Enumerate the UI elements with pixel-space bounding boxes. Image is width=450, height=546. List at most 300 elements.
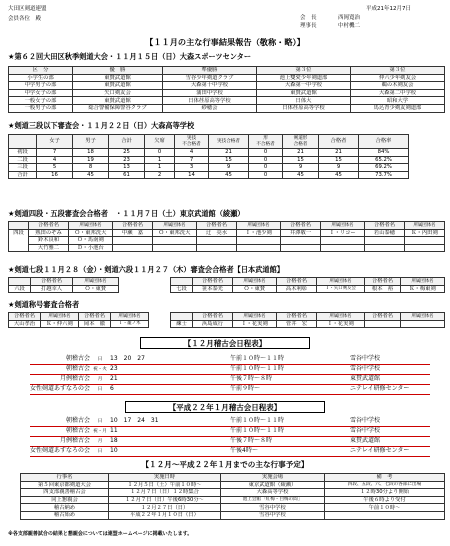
- col-header: [9, 278, 31, 286]
- cell: [405, 244, 445, 252]
- cell: 同上懇親会: [21, 496, 109, 504]
- cell: [321, 237, 365, 245]
- event-venue: ニテレイ研修センター: [350, 447, 410, 455]
- event-venue: 東賛武道館: [350, 437, 381, 445]
- addressee: 会員各位 殿: [8, 16, 42, 22]
- org-name: 大田区剣道連盟: [8, 6, 47, 12]
- cell: Ｋ・梅東剣: [401, 285, 445, 293]
- cell: 0: [249, 171, 283, 179]
- sign-name: 中村機二: [338, 23, 361, 30]
- cell: １２月７日（日）１２時集合: [109, 489, 221, 497]
- s1-table: [8, 66, 445, 113]
- col-header: [9, 135, 37, 149]
- cell: Ｏ・東邦洗大: [153, 229, 197, 237]
- event-venue: 雪谷中学校: [350, 427, 381, 435]
- table-header-row: [9, 222, 445, 230]
- s3-title: ★剣道四段・五段審査会合格者 ・１１月７日（土）東京武道館（綾瀬）: [8, 209, 245, 218]
- col-header: 実施日時: [109, 474, 221, 482]
- day-label: 日: [97, 356, 103, 362]
- event-name: 月例稽古会: [59, 375, 90, 383]
- cell: 仲六少年剣友会: [351, 74, 445, 82]
- s2-table: [8, 134, 409, 179]
- cell: 中学男子の部: [9, 82, 73, 90]
- event-dates: 21: [110, 375, 118, 383]
- schedule-row: [30, 437, 430, 447]
- event-name: 朝稽古会: [65, 427, 90, 435]
- schedule-row: [30, 365, 430, 375]
- sign-title: 会 長: [300, 15, 317, 21]
- schedule-row: [30, 375, 430, 385]
- col-header: 欠席: [145, 135, 175, 149]
- cell: 18: [73, 149, 109, 157]
- cell: Ｄ・小池台: [69, 244, 113, 252]
- cell: 小学生の部: [9, 74, 73, 82]
- cell: Ｏ・東邦洗大: [69, 229, 113, 237]
- event-name: 女性剣道あすなろの会: [30, 447, 91, 455]
- event-dates: 13 20 27: [110, 355, 145, 363]
- cell: 熟田のぞみ: [29, 229, 69, 237]
- event-time: 午前１０時～１１時: [230, 355, 285, 363]
- cell: [197, 244, 237, 252]
- day-label: 月: [97, 438, 103, 444]
- col-header: 第３位: [257, 67, 351, 75]
- day-label: 日: [97, 386, 103, 392]
- col-header: 合格者: [319, 135, 359, 149]
- cell: 大森高等学校: [221, 489, 325, 497]
- cell: 大森第一中学校: [257, 82, 351, 90]
- event-time: 午前１０時～１１時: [230, 365, 285, 373]
- table-row: [9, 244, 445, 252]
- cell: 15: [209, 156, 249, 164]
- cell: 1: [145, 164, 175, 172]
- cell: 7: [175, 156, 209, 164]
- col-header: 合格者名: [113, 222, 153, 230]
- cell: 紗穂会: [163, 104, 257, 112]
- col-header: 備 考: [325, 474, 445, 482]
- event-time: 午後７時～８時: [230, 437, 273, 445]
- table-header-row: [9, 278, 119, 286]
- s4-title: ★剣道七段１１月２８（金）・剣道六段１１月２７（木）審査会合格者【日本武道館】: [8, 265, 284, 274]
- col-header: 女子: [37, 135, 73, 149]
- s5-table-a: [8, 312, 149, 328]
- cell: 5: [37, 164, 73, 172]
- cell: Ｏ・東賛: [73, 285, 119, 293]
- s3-table: [8, 221, 445, 252]
- cell: 合計: [9, 171, 37, 179]
- event-time: 午後７時～８時: [230, 375, 273, 383]
- cell: 0: [249, 149, 283, 157]
- cell: 7: [37, 149, 73, 157]
- event-dates: 11: [110, 427, 118, 435]
- col-header: 合格者名: [31, 278, 73, 286]
- cell: 打越幸人: [31, 285, 73, 293]
- s6-title: 【１２月稽古会日程表】: [140, 337, 310, 349]
- cell: 一般女子の部: [9, 97, 73, 105]
- cell: 9: [319, 164, 359, 172]
- table-row: [21, 481, 445, 489]
- event-name: 女性剣道あすなろの会: [30, 385, 91, 393]
- cell: Ｉ・籠ノ木: [111, 320, 149, 328]
- cell: 日体大: [257, 97, 351, 105]
- cell: 若山泰穂: [365, 229, 405, 237]
- table-row: [21, 496, 445, 504]
- col-header: 形 不合格者: [249, 135, 283, 149]
- table-header-row: [21, 474, 445, 482]
- cell: 45: [319, 171, 359, 179]
- cell: １２月７日（日）午後6時30分～: [109, 496, 221, 504]
- table-row: [21, 511, 445, 519]
- cell: 19: [73, 156, 109, 164]
- cell: 七段: [171, 285, 193, 293]
- col-header: 合格者名: [79, 313, 111, 321]
- cell: 15: [283, 156, 319, 164]
- cell: [325, 511, 445, 519]
- day-label: 日: [97, 418, 103, 424]
- s4-table-b: [170, 277, 445, 293]
- cell: [237, 244, 281, 252]
- event-venue: 雪谷中学校: [350, 365, 381, 373]
- cell: 辻 亮水: [197, 229, 237, 237]
- table-row: [9, 237, 445, 245]
- table-header-row: [9, 313, 149, 321]
- col-header: 優 勝: [73, 67, 163, 75]
- main-title: 【１１月の主な行事結果報告（敬称・略）】: [145, 37, 305, 47]
- col-header: 所属団体名: [401, 278, 445, 286]
- table-header-row: [9, 67, 445, 75]
- event-dates: 6: [110, 385, 114, 393]
- col-header: 合格者名: [193, 278, 233, 286]
- cell: 16: [37, 171, 73, 179]
- col-header: 合格者名: [365, 278, 401, 286]
- cell: 0: [145, 149, 175, 157]
- s7-title: 【平成２２年１月稽古会日程表】: [125, 401, 325, 413]
- cell: 8: [73, 164, 109, 172]
- cell: 蒲田中学校: [163, 89, 257, 97]
- cell: [197, 237, 237, 245]
- table-row: [9, 164, 409, 172]
- cell: 東賛武道館: [73, 82, 163, 90]
- table-row: [9, 74, 445, 82]
- col-header: 所属団体名: [233, 278, 277, 286]
- cell: 3: [175, 164, 209, 172]
- col-header: [171, 278, 193, 286]
- table-row: [9, 285, 119, 293]
- cell: 井澤敬一: [281, 229, 321, 237]
- cell: Ｉ・池少剣: [237, 229, 281, 237]
- table-row: [9, 171, 409, 179]
- col-header: 行事名: [21, 474, 109, 482]
- cell: [153, 237, 197, 245]
- col-header: 合格者名: [193, 313, 233, 321]
- cell: 第５回東京都剣道大会: [21, 481, 109, 489]
- col-header: 所属団体名: [69, 222, 113, 230]
- event-dates: 23: [110, 365, 118, 373]
- event-time: 午前９時～: [230, 385, 261, 393]
- cell: 0: [249, 156, 283, 164]
- cell: 浜島成行: [193, 320, 233, 328]
- table-row: [9, 156, 409, 164]
- cell: 東賛武道館: [73, 74, 163, 82]
- cell: Ｋ・内田剣: [405, 229, 445, 237]
- cell: 21: [209, 149, 249, 157]
- cell: Ｏ・馬南剣: [69, 237, 113, 245]
- event-dates: 10: [110, 447, 118, 455]
- cell: 15: [319, 156, 359, 164]
- cell: [9, 244, 29, 252]
- cell: 東京武道館（綾瀬）: [221, 481, 325, 489]
- col-header: 所属団体名: [237, 222, 281, 230]
- cell: 笹本泰光: [193, 285, 233, 293]
- schedule-row: [30, 355, 430, 365]
- col-header: 準優勝: [163, 67, 257, 75]
- col-header: 所属団体名: [405, 222, 445, 230]
- cell: [401, 320, 445, 328]
- cell: 初段: [9, 149, 37, 157]
- cell: 雪谷中学校: [221, 504, 325, 512]
- table-header-row: [171, 278, 445, 286]
- table-row: [171, 320, 445, 328]
- cell: [9, 237, 29, 245]
- col-header: 合格者名: [9, 313, 41, 321]
- cell: 45: [283, 171, 319, 179]
- event-name: 朝稽古会: [65, 365, 90, 373]
- cell: 21: [319, 149, 359, 157]
- cell: 9: [209, 164, 249, 172]
- cell: 大山孝治: [9, 320, 41, 328]
- cell: 61: [109, 171, 145, 179]
- cell: 二段: [9, 156, 37, 164]
- cell: 雪谷少年剣道クラブ: [163, 74, 257, 82]
- schedule-row: [30, 417, 430, 427]
- day-label: 祝・火: [93, 366, 107, 372]
- cell: １２時30分より開始: [325, 489, 445, 497]
- cell: 四段: [9, 229, 29, 237]
- day-label: 月: [97, 376, 103, 382]
- cell: [321, 244, 365, 252]
- cell: [113, 237, 153, 245]
- cell: 中瀬 嘉: [113, 229, 153, 237]
- cell: 一般男子の部: [9, 104, 73, 112]
- cell: 73.7%: [359, 171, 409, 179]
- col-header: 合格者名: [277, 278, 317, 286]
- cell: Ｉ・花実剣: [233, 320, 277, 328]
- event-venue: 雪谷中学校: [350, 417, 381, 425]
- col-header: 合格者名: [29, 222, 69, 230]
- col-header: 所属団体名: [233, 313, 277, 321]
- cell: 21: [283, 149, 319, 157]
- event-time: 午後4時～: [230, 447, 258, 455]
- s6-schedule: [30, 355, 430, 395]
- col-header: 所属団体名: [401, 313, 445, 321]
- cell: 25: [109, 149, 145, 157]
- footer-note: ※各支部親善試合の結果と懇親会については連盟ホームページに掲載いたします。: [8, 531, 193, 537]
- cell: Ｉ・矢口剣友会: [317, 285, 365, 293]
- cell: [405, 237, 445, 245]
- cell: 稽古始め: [21, 511, 109, 519]
- cell: Ｉ・リコー: [321, 229, 365, 237]
- table-row: [9, 97, 445, 105]
- cell: 高木利彰: [277, 285, 317, 293]
- cell: 六段: [9, 285, 31, 293]
- cell: 午後６時より受付: [325, 496, 445, 504]
- cell: 東賛武道館: [73, 97, 163, 105]
- cell: Ｏ・東賛: [233, 285, 277, 293]
- event-name: 月例稽古会: [59, 437, 90, 445]
- cell: [113, 244, 153, 252]
- col-header: 所属団体名: [317, 278, 365, 286]
- event-dates: 18: [110, 437, 118, 445]
- signatories: [300, 15, 440, 30]
- day-label: 祝・月: [93, 428, 107, 434]
- cell: 23: [109, 156, 145, 164]
- cell: 0: [249, 164, 283, 172]
- cell: 練士: [171, 320, 193, 328]
- cell: 13: [109, 164, 145, 172]
- cell: 45: [209, 171, 249, 179]
- cell: 65.2%: [359, 156, 409, 164]
- cell: 総合警備保障警谷クラブ: [73, 104, 163, 112]
- table-header-row: [171, 313, 445, 321]
- cell: 4: [37, 156, 73, 164]
- event-name: 朝稽古会: [65, 417, 90, 425]
- cell: 四段、五段、六、七段の各部に出場: [325, 481, 445, 489]
- cell: 日体荏原高等学校: [163, 97, 257, 105]
- cell: 午前１０時～: [325, 504, 445, 512]
- table-row: [171, 285, 445, 293]
- s7-schedule: [30, 417, 430, 457]
- s5-title: ★剣道称号審査合格者: [8, 300, 80, 309]
- col-header: 所属団体名: [111, 313, 149, 321]
- cell: 大森第二中学校: [351, 89, 445, 97]
- cell: 69.2%: [359, 164, 409, 172]
- table-row: [9, 82, 445, 90]
- col-header: 合格者名: [281, 222, 321, 230]
- cell: 池上会館「紅梅・白梅の間」: [221, 496, 325, 504]
- col-header: 剣道形 合格者: [283, 135, 319, 149]
- cell: 14: [175, 171, 209, 179]
- sign-name: 西岡寛治: [338, 15, 361, 21]
- col-header: 第３位: [351, 67, 445, 75]
- s1-title: ★第６２回大田区秋季剣道大会・１１月１５日（日）大森スポーツセンター: [8, 52, 252, 61]
- cell: 大竹雅二: [29, 244, 69, 252]
- cell: [281, 244, 321, 252]
- event-time: 午前１０時～１１時: [230, 417, 285, 425]
- cell: 東賛武道館: [257, 89, 351, 97]
- schedule-row: [30, 427, 430, 437]
- cell: 1: [145, 156, 175, 164]
- cell: [281, 237, 321, 245]
- cell: 9: [283, 164, 319, 172]
- cell: 根本 裕: [365, 285, 401, 293]
- cell: 四支部親善稽古会: [21, 489, 109, 497]
- table-row: [9, 229, 445, 237]
- event-dates: 10 17 24 31: [110, 417, 159, 425]
- cell: 84%: [359, 149, 409, 157]
- s5-table-b: [170, 312, 445, 328]
- cell: １２月５日（土）午前１０時～: [109, 481, 221, 489]
- col-header: [171, 313, 193, 321]
- date: 平成21年12月7日: [366, 6, 411, 12]
- cell: 稽古納め: [21, 504, 109, 512]
- cell: [365, 237, 405, 245]
- col-header: 合計: [109, 135, 145, 149]
- cell: 雪谷中学校: [221, 511, 325, 519]
- s2-title: ★剣道三段以下審査会・１１月２２日（日）大森高等学校: [8, 121, 195, 130]
- col-header: 合格者名: [365, 313, 401, 321]
- event-venue: ニテレイ研修センター: [350, 385, 410, 393]
- cell: [237, 237, 281, 245]
- cell: 岡本 徹: [79, 320, 111, 328]
- cell: 鵜の木剣友会: [351, 82, 445, 90]
- col-header: 合格率: [359, 135, 409, 149]
- col-header: 実技合格者: [209, 135, 249, 149]
- cell: 4: [175, 149, 209, 157]
- s8-table: [20, 473, 445, 520]
- table-row: [9, 320, 149, 328]
- col-header: 所属団体名: [73, 278, 119, 286]
- col-header: 合格者名: [365, 222, 405, 230]
- cell: 鈴木良和: [29, 237, 69, 245]
- col-header: 所属団体名: [41, 313, 79, 321]
- cell: 2: [145, 171, 175, 179]
- cell: Ｉ・花実剣: [317, 320, 365, 328]
- cell: 矢口剣友会: [73, 89, 163, 97]
- s4-table-a: [8, 277, 119, 293]
- cell: Ｋ・仲六剣: [41, 320, 79, 328]
- col-header: 実技 不合格者: [175, 135, 209, 149]
- col-header: 合格者名: [197, 222, 237, 230]
- cell: 大森第十中学校: [163, 82, 257, 90]
- event-venue: 雪谷中学校: [350, 355, 381, 363]
- col-header: 区 分: [9, 67, 73, 75]
- event-venue: 東賛武道館: [350, 375, 381, 383]
- cell: 馬込青少剣友剣道部: [351, 104, 445, 112]
- cell: 菅井 宏: [277, 320, 317, 328]
- event-time: 午前１０時～１１時: [230, 427, 285, 435]
- table-row: [9, 89, 445, 97]
- table-row: [9, 104, 445, 112]
- s8-title: 【１２月～平成２２年１月までの主な行事予定】: [141, 460, 309, 469]
- table-row: [21, 504, 445, 512]
- day-label: 日: [97, 448, 103, 454]
- cell: 昭和大学: [351, 97, 445, 105]
- table-row: [9, 149, 409, 157]
- cell: 日体荏原高等学校: [257, 104, 351, 112]
- schedule-row: [30, 447, 430, 457]
- col-header: 合格者名: [277, 313, 317, 321]
- cell: [153, 244, 197, 252]
- cell: [365, 244, 405, 252]
- cell: 平成２２年１月１０日（日）: [109, 511, 221, 519]
- table-header-row: [9, 135, 409, 149]
- col-header: 男子: [73, 135, 109, 149]
- col-header: [9, 222, 29, 230]
- cell: 45: [73, 171, 109, 179]
- col-header: 所属団体名: [317, 313, 365, 321]
- sign-title: 理事長: [300, 23, 317, 30]
- cell: 中学女子の部: [9, 89, 73, 97]
- table-row: [21, 489, 445, 497]
- event-name: 朝稽古会: [65, 355, 90, 363]
- cell: [365, 320, 401, 328]
- cell: 三段: [9, 164, 37, 172]
- col-header: 実施会場: [221, 474, 325, 482]
- cell: 池上雙愛少年剣道部: [257, 74, 351, 82]
- col-header: 所属団体名: [153, 222, 197, 230]
- cell: １２月２７日（日）: [109, 504, 221, 512]
- col-header: 所属団体名: [321, 222, 365, 230]
- schedule-row: [30, 385, 430, 395]
